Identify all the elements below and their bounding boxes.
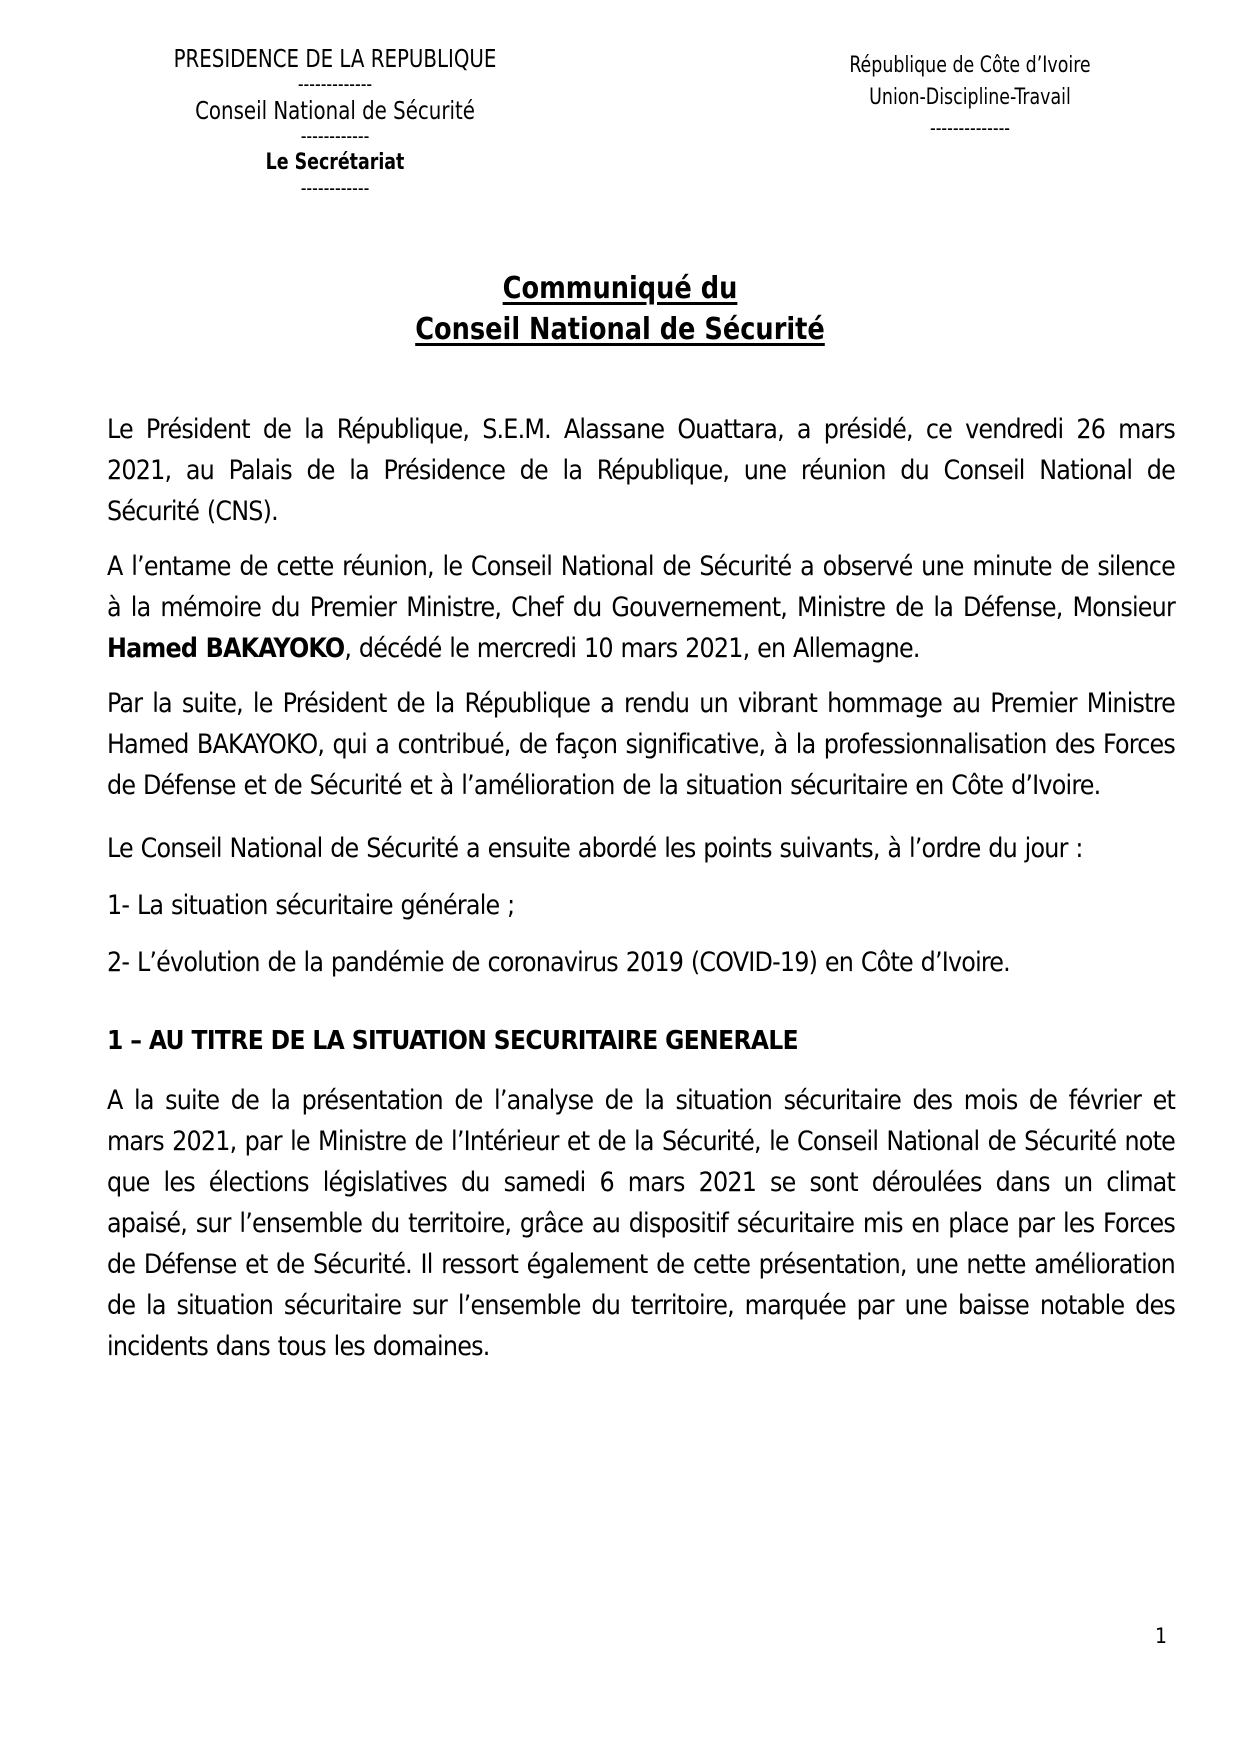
separator: ------------- — [297, 72, 373, 96]
paragraph-agenda-intro: Le Conseil National de Sécurité a ensuite abordé les points suivants, à l’ordre du jour : — [107, 833, 1083, 864]
paragraph-intro: Le Président de la République, S.E.M. Alassane Ouattara, a présidé, ce vendredi 26 mars 2021, au Palais de la Présidence de la République, une réunion du Conseil National de Sécurité (CNS). — [107, 414, 1175, 527]
title-line-1: Communiqué du — [502, 271, 738, 306]
presidency-label: PRESIDENCE DE LA REPUBLIQUE — [173, 44, 497, 73]
republic-label: République de Côte d’Ivoire — [849, 53, 1091, 78]
name-emphasis: Hamed BAKAYOKO — [107, 633, 345, 664]
title-line-2: Conseil National de Sécurité — [415, 312, 825, 347]
text: A l’entame de cette réunion, le Conseil National de Sécurité a observé une minute de silence à la mémoire du Premier Ministre, Chef du Gouvernement, Ministre de la Défense, Monsieur — [107, 551, 1175, 623]
text: , décédé le mercredi 10 mars 2021, en Allemagne. — [344, 633, 920, 664]
secretariat-label: Le Secrétariat — [265, 150, 405, 175]
document-title — [0, 268, 1240, 350]
motto-label: Union-Discipline-Travail — [869, 85, 1071, 110]
agenda-item: 2- L’évolution de la pandémie de coronavirus 2019 (COVID-19) en Côte d’Ivoire. — [107, 947, 1010, 978]
paragraph-minute-of-silence — [107, 546, 1175, 669]
section-heading: 1 – AU TITRE DE LA SITUATION SECURITAIRE GENERALE — [107, 1026, 799, 1056]
document-body — [107, 409, 1175, 1381]
agenda-item: 1- La situation sécuritaire générale ; — [107, 890, 515, 921]
separator: ------------ — [300, 176, 370, 200]
paragraph-tribute: Par la suite, le Président de la République a rendu un vibrant hommage au Premier Ministre Hamed BAKAYOKO, qui a contribué, de façon significative, à la professionnalisation des Forces de Défense et de Sécurité et à l’amélioration de la situation sécuritaire en Côte d’Ivoire. — [107, 688, 1175, 801]
council-label: Conseil National de Sécurité — [195, 96, 475, 125]
paragraph-security-situation: A la suite de la présentation de l’analyse de la situation sécuritaire des mois de février et mars 2021, par le Ministre de l’Intérieur et de la Sécurité, le Conseil National de Sécurité note que les élections législatives du samedi 6 mars 2021 se sont déroulées dans un climat apaisé, sur l’ensemble du territoire, grâce au dispositif sécuritaire mis en place par les Forces de Défense et de Sécurité. Il ressort également de cette présentation, une nette amélioration de la situation sécuritaire sur l’ensemble du territoire, marquée par une baisse notable des incidents dans tous les domaines. — [107, 1085, 1175, 1362]
page-number: 1 — [1155, 1624, 1168, 1648]
separator: -------------- — [929, 116, 1010, 140]
header-right — [820, 50, 1119, 140]
header-left — [124, 44, 546, 200]
separator: ------------ — [300, 124, 370, 148]
